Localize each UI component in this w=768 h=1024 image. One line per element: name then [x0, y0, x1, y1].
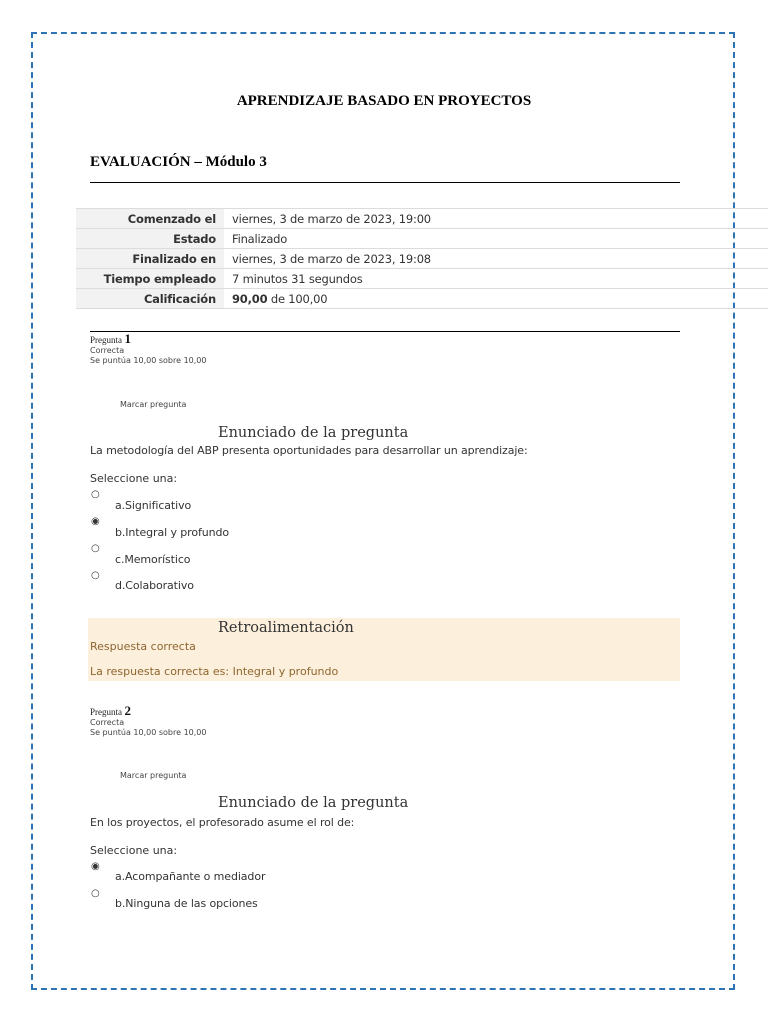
divider — [90, 331, 680, 332]
summary-row-time — [76, 269, 768, 289]
question-heading: Enunciado de la pregunta — [218, 425, 409, 441]
attempt-summary-table — [76, 208, 768, 309]
question-score: Se puntúa 10,00 sobre 10,00 — [90, 356, 207, 365]
feedback-panel — [88, 618, 680, 681]
summary-row-state — [76, 229, 768, 249]
question-text: La metodología del ABP presenta oportunidades para desarrollar un aprendizaje: — [90, 444, 528, 457]
summary-value: viernes, 3 de marzo de 2023, 19:00 — [224, 209, 768, 229]
question-info — [90, 703, 207, 738]
feedback-correct-answer: La respuesta correcta es: Integral y profundo — [90, 665, 339, 678]
document-title: APRENDIZAJE BASADO EN PROYECTOS — [236, 93, 532, 109]
summary-label: Tiempo empleado — [76, 269, 224, 289]
question-number: 1 — [124, 331, 132, 346]
feedback-result: Respuesta correcta — [90, 640, 196, 653]
option-label[interactable]: a.Acompañante o mediador — [115, 870, 266, 883]
summary-row-finished — [76, 249, 768, 269]
radio-selected-icon[interactable]: ◉ — [91, 861, 100, 872]
summary-value: viernes, 3 de marzo de 2023, 19:08 — [224, 249, 768, 269]
radio-selected-icon[interactable]: ◉ — [91, 516, 100, 527]
summary-label: Estado — [76, 229, 224, 249]
summary-label: Calificación — [76, 289, 224, 309]
radio-unselected-icon[interactable]: ○ — [91, 543, 100, 554]
select-prompt: Seleccione una: — [90, 844, 178, 857]
select-prompt: Seleccione una: — [90, 472, 178, 485]
question-status: Correcta — [90, 346, 125, 355]
radio-unselected-icon[interactable]: ○ — [91, 888, 100, 899]
flag-question-link[interactable]: Marcar pregunta — [120, 771, 187, 780]
summary-value: 7 minutos 31 segundos — [224, 269, 768, 289]
summary-value: Finalizado — [224, 229, 768, 249]
option-label[interactable]: a.Significativo — [115, 499, 192, 512]
summary-value — [224, 289, 768, 309]
evaluation-title: EVALUACIÓN – Módulo 3 — [90, 154, 267, 170]
grade-total: de 100,00 — [267, 291, 328, 306]
option-label[interactable]: d.Colaborativo — [115, 579, 194, 592]
divider — [90, 182, 680, 183]
question-label: Pregunta — [90, 335, 122, 345]
option-label[interactable]: b.Ninguna de las opciones — [115, 897, 258, 910]
question-heading: Enunciado de la pregunta — [218, 795, 409, 811]
summary-row-started — [76, 209, 768, 229]
question-text: En los proyectos, el profesorado asume el rol de: — [90, 816, 355, 829]
question-info — [90, 331, 207, 366]
question-score: Se puntúa 10,00 sobre 10,00 — [90, 728, 207, 737]
flag-question-link[interactable]: Marcar pregunta — [120, 400, 187, 409]
summary-label: Finalizado en — [76, 249, 224, 269]
summary-row-grade — [76, 289, 768, 309]
option-label[interactable]: b.Integral y profundo — [115, 526, 230, 539]
question-number: 2 — [124, 703, 132, 718]
radio-unselected-icon[interactable]: ○ — [91, 489, 100, 500]
question-status: Correcta — [90, 718, 125, 727]
feedback-heading: Retroalimentación — [218, 620, 354, 636]
radio-unselected-icon[interactable]: ○ — [91, 570, 100, 581]
summary-label: Comenzado el — [76, 209, 224, 229]
question-label: Pregunta — [90, 707, 122, 717]
option-label[interactable]: c.Memorístico — [115, 553, 191, 566]
grade-value: 90,00 — [232, 291, 268, 306]
